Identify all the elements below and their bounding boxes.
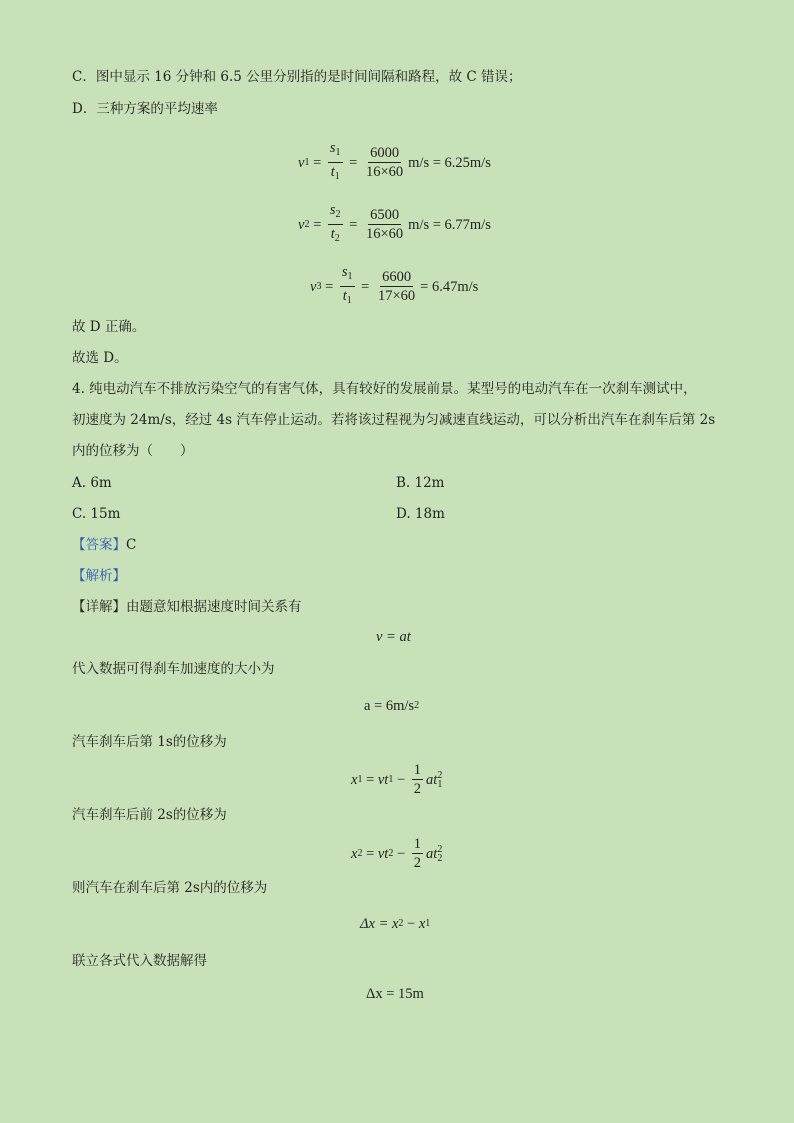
equation-dx-result: Δx = 15m xyxy=(366,986,424,1002)
option-d-conclusion: 故 D 正确。 xyxy=(72,319,146,335)
step-x1-text: 汽车刹车后第 1s的位移为 xyxy=(72,734,227,750)
fraction-6600: $\frac{6600}{17\times 60}$ xyxy=(377,269,416,304)
fraction-6000: $\frac{6000}{16\times 60}$ xyxy=(365,145,404,180)
option-c: C. 15m xyxy=(72,506,121,522)
step-solve-text: 联立各式代入数据解得 xyxy=(72,953,207,969)
equation-v1: v 1 = $\frac{s_1}{t_1}$ = $\frac{6000}{16\times 60}$ m/s = 6.25m/s xyxy=(298,140,491,185)
answer-line xyxy=(72,536,136,554)
analysis-line xyxy=(72,567,126,585)
fraction-6500: $\frac{6500}{16\times 60}$ xyxy=(365,207,404,242)
answer-label: 【答案】 xyxy=(72,537,126,553)
analysis-label: 【解析】 xyxy=(72,568,126,584)
detail-label: 【详解】 xyxy=(72,599,126,615)
equation-x1: x 1 = vt 1 − $\frac{1}{2}$ at 2 1 xyxy=(351,762,443,797)
step-acceleration-text: 代入数据可得刹车加速度的大小为 xyxy=(72,661,275,677)
question-4-line-3: 内的位移为（ ） xyxy=(72,443,194,459)
answer-value: C xyxy=(126,537,137,553)
fraction-half-1: $\frac{1}{2}$ xyxy=(413,762,422,797)
fraction-s1-t1-b: $\frac{s_1}{t_1}$ xyxy=(341,264,353,306)
choose-line: 故选 D。 xyxy=(72,350,128,366)
equation-acceleration: a = 6m/s 2 xyxy=(364,698,420,714)
option-a: A. 6m xyxy=(72,475,112,491)
question-4-line-1: 4. 纯电动汽车不排放污染空气的有害气体，具有较好的发展前景。某型号的电动汽车在一次刹车测试中， xyxy=(72,381,697,397)
equation-v-at: v = at xyxy=(376,629,411,645)
detail-line xyxy=(72,598,302,616)
equation-dx-def: Δx = x 2 − x 1 xyxy=(360,916,431,932)
step-x2-text: 汽车刹车后前 2s的位移为 xyxy=(72,807,227,823)
fraction-half-2: $\frac{1}{2}$ xyxy=(413,836,422,871)
fraction-s1-t1: $\frac{s_1}{t_1}$ xyxy=(329,140,341,182)
detail-text: 由题意知根据速度时间关系有 xyxy=(126,599,302,615)
option-c-explanation: C．图中显示 16 分钟和 6.5 公里分别指的是时间间隔和路程，故 C 错误； xyxy=(72,69,522,85)
option-d-intro: D．三种方案的平均速率 xyxy=(72,101,218,117)
fraction-s2-t2: $\frac{s_2}{t_2}$ xyxy=(329,202,341,244)
equation-x2: x 2 = vt 2 − $\frac{1}{2}$ at 2 2 xyxy=(351,836,443,871)
equation-v3: v 3 = $\frac{s_1}{t_1}$ = $\frac{6600}{17\times 60}$ = 6.47m/s xyxy=(310,264,478,309)
question-4-line-2: 初速度为 24m/s，经过 4s 汽车停止运动。若将该过程视为匀减速直线运动，可以分析出汽车在刹车后第 2s xyxy=(72,412,716,428)
step-dx-text: 则汽车在刹车后第 2s内的位移为 xyxy=(72,880,268,896)
option-d: D. 18m xyxy=(396,506,445,522)
option-b: B. 12m xyxy=(396,475,445,491)
equation-v2: v 2 = $\frac{s_2}{t_2}$ = $\frac{6500}{16\times 60}$ m/s = 6.77m/s xyxy=(298,202,491,247)
